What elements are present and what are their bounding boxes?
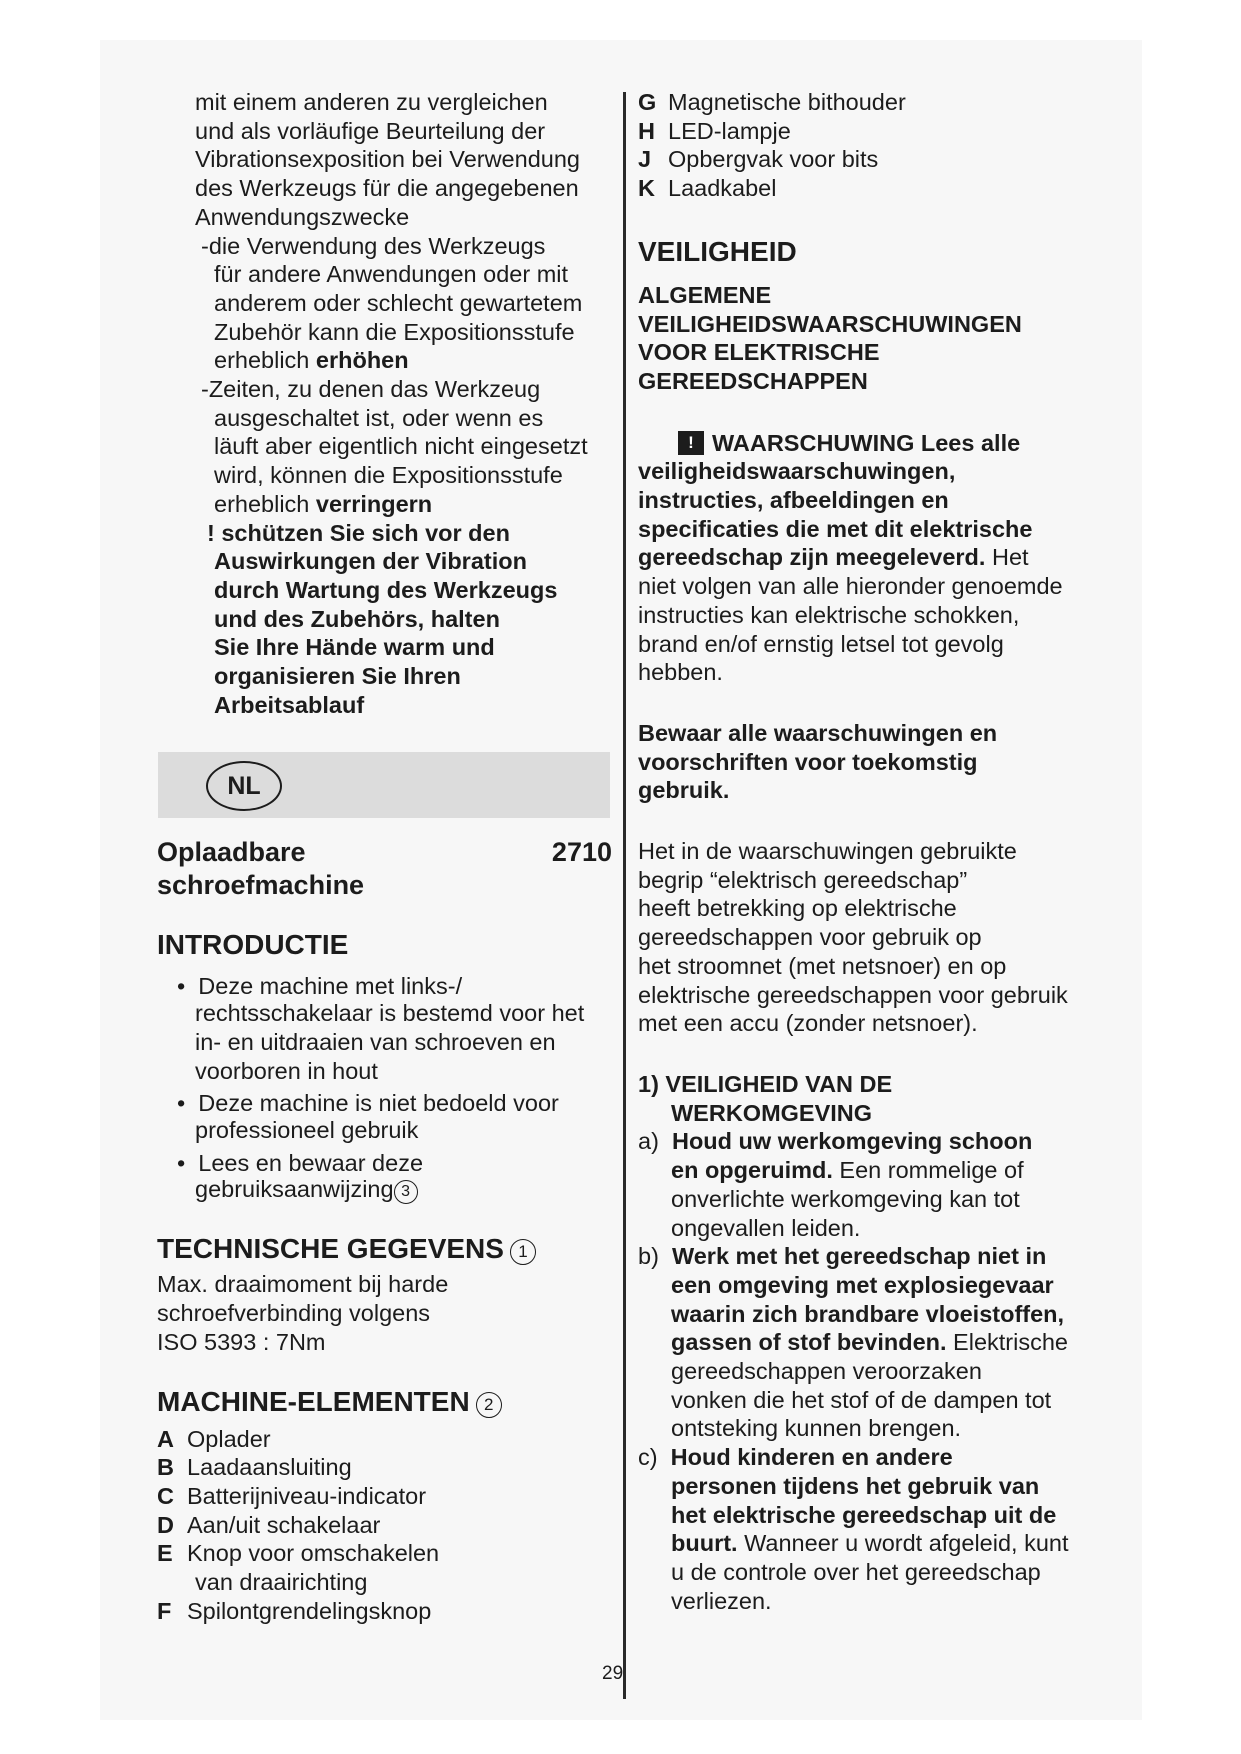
text-line: personen tijdens het gebruik van	[671, 1472, 1040, 1499]
heading-text: TECHNISCHE GEGEVENS	[157, 1233, 504, 1265]
page-number: 29	[602, 1663, 624, 1684]
part-letter: F	[157, 1597, 172, 1624]
part-letter: E	[157, 1540, 173, 1567]
text-line	[638, 1529, 1098, 1558]
heading-line: WERKOMGEVING	[671, 1099, 873, 1126]
text-line: ontsteking kunnen brengen.	[671, 1415, 962, 1442]
right-column	[638, 88, 1098, 1615]
keep-instructions	[638, 719, 1098, 805]
bullet-text: Lees en bewaar deze	[198, 1149, 424, 1176]
safety-item-a	[638, 1127, 1098, 1242]
parts-list-continued	[638, 88, 1098, 203]
text-line: instructies, afbeeldingen en	[638, 487, 949, 514]
text-line: niet volgen van alle hieronder genoemde	[638, 573, 1063, 600]
text-line: voorschriften voor toekomstig	[638, 748, 978, 775]
machine-heading	[157, 1385, 612, 1419]
text-line: verliezen.	[671, 1587, 772, 1614]
part-item	[638, 88, 1098, 117]
part-label: Batterijniveau-indicator	[187, 1482, 427, 1509]
text-line: schroefverbinding volgens	[157, 1300, 431, 1327]
text-line: brand en/of ernstig letsel tot gevolg	[638, 630, 1004, 657]
vibration-paragraph	[157, 88, 612, 719]
text-line: hebben.	[638, 659, 723, 686]
bold-span: Werk met het gereedschap niet in	[671, 1243, 1047, 1270]
product-title-line: schroefmachine	[157, 870, 365, 901]
text-line: voorboren in hout	[195, 1057, 378, 1084]
warning-first-line	[638, 429, 1098, 458]
text-line: Bewaar alle waarschuwingen en	[638, 719, 998, 746]
text-span: gebruiksaanwijzing	[195, 1176, 394, 1203]
language-badge: NL	[206, 761, 282, 811]
figure-2-badge: 2	[476, 1392, 502, 1418]
text-span: erheblich	[214, 490, 316, 517]
text-line	[157, 490, 612, 519]
text-span: Elektrische	[946, 1329, 1068, 1356]
text-span: Wanneer u wordt afgeleid, kunt	[737, 1530, 1069, 1557]
protect-line: ! schützen Sie sich vor den	[207, 519, 510, 546]
heading-line: GEREEDSCHAPPEN	[638, 367, 868, 394]
part-item	[157, 1453, 612, 1482]
part-item	[157, 1539, 612, 1568]
text-line: und als vorläufige Beurteilung der	[195, 117, 546, 144]
part-label: Laadkabel	[668, 175, 777, 202]
general-warnings-heading	[638, 281, 1098, 396]
text-line: Het in de waarschuwingen gebruikte	[638, 838, 1017, 865]
part-item	[157, 1511, 612, 1540]
text-line: begrip “elektrisch gereedschap”	[638, 866, 968, 893]
text-span: Een rommelige of	[832, 1157, 1024, 1184]
tech-heading	[157, 1232, 612, 1266]
model-number: 2710	[551, 837, 612, 868]
part-item	[157, 1482, 612, 1511]
safety-item-c	[638, 1443, 1098, 1615]
part-label: Magnetische bithouder	[668, 89, 906, 115]
part-label: Opbergvak voor bits	[668, 146, 879, 173]
text-line: ausgeschaltet ist, oder wenn es	[214, 404, 544, 431]
text-line	[638, 543, 1098, 572]
text-line: het stroomnet (met netsnoer) en op	[638, 952, 1007, 979]
part-item	[638, 145, 1098, 174]
text-line: mit einem anderen zu vergleichen	[195, 89, 548, 115]
text-span: Het	[985, 544, 1029, 571]
text-line: elektrische gereedschappen voor gebruik	[638, 981, 1068, 1008]
text-line: veiligheidswaarschuwingen,	[638, 458, 956, 485]
text-line: specificaties die met dit elektrische	[638, 515, 1033, 542]
text-line: rechtsschakelaar is bestemd voor het	[195, 1000, 585, 1027]
item-marker: b)	[638, 1243, 659, 1270]
part-item	[157, 1597, 612, 1626]
part-item	[638, 174, 1098, 203]
dash-item-line: -Zeiten, zu denen das Werkzeug	[201, 376, 541, 403]
part-letter: C	[157, 1482, 174, 1509]
part-letter: D	[157, 1511, 174, 1538]
text-line: heeft betrekking op elektrische	[638, 895, 957, 922]
text-line: Max. draaimoment bij harde	[157, 1271, 449, 1298]
text-line: een omgeving met explosiegevaar	[671, 1271, 1054, 1298]
part-item	[638, 117, 1098, 146]
item-marker: c)	[638, 1444, 658, 1471]
part-item	[157, 1568, 612, 1597]
text-line: Anwendungszwecke	[195, 203, 410, 230]
bold-span: Houd kinderen en andere	[670, 1444, 953, 1471]
text-line: met een accu (zonder netsnoer).	[638, 1010, 978, 1037]
product-title	[157, 836, 612, 902]
text-line: läuft aber eigentlich nicht eingesetzt	[214, 433, 588, 460]
bold-span: en opgeruimd.	[671, 1157, 833, 1184]
text-line: u de controle over het gereedschap	[671, 1558, 1041, 1585]
part-label: Spilontgrendelingsknop	[187, 1597, 432, 1624]
bullet-item: • Lees en bewaar deze	[177, 1149, 424, 1176]
bold-span: verringern	[315, 490, 433, 517]
text-line: Vibrationsexposition bei Verwendung	[195, 146, 580, 173]
figure-3-badge: 3	[394, 1180, 418, 1204]
protect-line: organisieren Sie Ihren	[214, 663, 461, 690]
bold-span: Houd uw werkomgeving schoon	[671, 1128, 1033, 1155]
text-line	[638, 1127, 1098, 1156]
protect-line: Sie Ihre Hände warm und	[214, 634, 495, 661]
product-title-line: Oplaadbare	[157, 837, 306, 868]
protect-line: und des Zubehörs, halten	[214, 605, 500, 632]
text-line: für andere Anwendungen oder mit	[214, 261, 569, 288]
heading-line: ALGEMENE	[638, 281, 772, 308]
intro-heading: INTRODUCTIE	[157, 929, 349, 961]
language-band	[158, 752, 610, 818]
item-marker: a)	[638, 1128, 659, 1155]
text-line: vonken die het stof of de dampen tot	[671, 1386, 1052, 1413]
parts-list	[157, 1425, 612, 1626]
text-line: anderem oder schlecht gewartetem	[214, 289, 583, 316]
dash-item-line: -die Verwendung des Werkzeugs	[201, 232, 546, 259]
safety-item-b	[638, 1242, 1098, 1443]
heading-line: 1) VEILIGHEID VAN DE	[638, 1070, 893, 1097]
text-line: waarin zich brandbare vloeistoffen,	[671, 1300, 1065, 1327]
tech-data	[157, 1270, 612, 1356]
text-line: ongevallen leiden.	[671, 1214, 861, 1241]
warning-paragraph	[638, 429, 1098, 687]
part-label: Aan/uit schakelaar	[187, 1511, 381, 1538]
part-label: van draairichting	[195, 1569, 368, 1596]
text-line	[638, 1443, 1098, 1472]
text-line: in- en uitdraaien van schroeven en	[195, 1028, 556, 1055]
heading-text: MACHINE-ELEMENTEN	[157, 1385, 470, 1417]
part-label: LED-lampje	[668, 117, 791, 144]
part-label: Knop voor omschakelen	[187, 1540, 440, 1567]
bold-span: gereedschap zijn meegeleverd.	[638, 544, 986, 571]
work-area-heading	[638, 1070, 1098, 1127]
bullet-item: • Deze machine is niet bedoeld voor	[177, 1090, 559, 1117]
text-span: erheblich	[214, 347, 316, 374]
protect-line: Auswirkungen der Vibration	[214, 548, 527, 575]
text-line	[638, 1242, 1098, 1271]
part-letter: A	[157, 1425, 174, 1452]
text-line: onverlichte werkomgeving kan tot	[671, 1185, 1020, 1212]
bold-span: buurt.	[671, 1530, 738, 1557]
part-letter: G	[638, 89, 657, 115]
warning-text: WAARSCHUWING Lees alle	[712, 429, 1021, 456]
intro-bullets	[157, 972, 612, 1204]
text-line	[638, 1156, 1098, 1185]
text-line	[157, 346, 612, 375]
column-divider	[623, 92, 626, 1699]
figure-1-badge: 1	[510, 1239, 536, 1265]
part-label: Laadaansluiting	[187, 1454, 352, 1481]
text-line: het elektrische gereedschap uit de	[671, 1501, 1057, 1528]
heading-line: VEILIGHEIDSWAARSCHUWINGEN	[638, 310, 1022, 337]
bullet-item: • Deze machine met links-/	[177, 973, 463, 1000]
bullet-text: Deze machine met links-/	[198, 973, 463, 1000]
text-line: instructies kan elektrische schokken,	[638, 601, 1020, 628]
text-line: ISO 5393 : 7Nm	[157, 1328, 326, 1355]
part-letter: B	[157, 1454, 174, 1481]
safety-heading: VEILIGHEID	[638, 235, 797, 267]
bold-span: gassen of stof bevinden.	[671, 1329, 947, 1356]
protect-line: Arbeitsablauf	[214, 691, 365, 718]
bullet-text: Deze machine is niet bedoeld voor	[198, 1090, 559, 1117]
part-letter: H	[638, 117, 655, 144]
part-label: Oplader	[187, 1425, 271, 1452]
text-line: Zubehör kann die Expositionsstufe	[214, 318, 575, 345]
term-definition	[638, 837, 1098, 1038]
text-line: wird, können die Expositionsstufe	[214, 462, 563, 489]
text-line: des Werkzeugs für die angegebenen	[195, 175, 579, 202]
text-line: gebruik.	[638, 777, 730, 804]
part-letter: J	[638, 146, 652, 173]
warning-icon-glyph: !	[678, 431, 704, 455]
part-letter: K	[638, 175, 655, 202]
left-column	[157, 88, 612, 1625]
text-line: professioneel gebruik	[195, 1116, 419, 1143]
bold-span: erhöhen	[315, 347, 409, 374]
heading-line: VOOR ELEKTRISCHE	[638, 339, 880, 366]
text-line	[638, 1328, 1098, 1357]
protect-line: durch Wartung des Werkzeugs	[214, 576, 558, 603]
text-line	[157, 1175, 612, 1204]
text-line: gereedschappen veroorzaken	[671, 1358, 982, 1385]
text-line: gereedschappen voor gebruik op	[638, 924, 982, 951]
part-item	[157, 1425, 612, 1454]
